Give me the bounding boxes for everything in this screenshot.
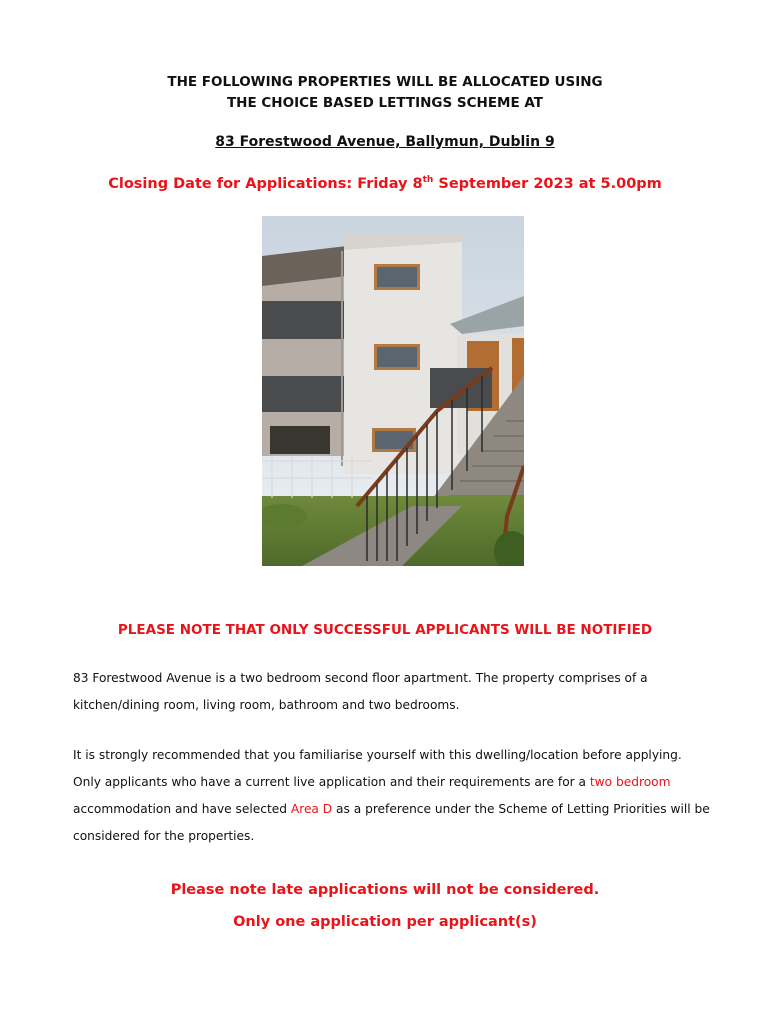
- highlight-bedrooms: two bedroom: [589, 775, 671, 789]
- closing-date-prefix: Closing Date for Applications: Friday 8: [108, 176, 423, 192]
- title-line-1: THE FOLLOWING PROPERTIES WILL BE ALLOCATED USING: [167, 74, 603, 90]
- closing-date-ordinal: th: [422, 175, 434, 185]
- property-description: 83 Forestwood Avenue is a two bedroom second floor apartment. The property comprises of a kitchen/dining room, living room, bathroom and two bedrooms.: [73, 671, 648, 712]
- property-address: 83 Forestwood Avenue, Ballymun, Dublin 9: [215, 134, 555, 150]
- eligibility-text-3: as a preference under the Scheme of Letting Priorities will be considered for the properties.: [73, 802, 710, 843]
- document-title: [0, 72, 770, 114]
- property-photo: [262, 216, 524, 566]
- one-application-notice: Only one application per applicant(s): [233, 914, 537, 930]
- eligibility-paragraph: [73, 742, 713, 850]
- closing-date-suffix: September 2023 at 5.00pm: [433, 176, 662, 192]
- highlight-area: Area D: [290, 802, 333, 816]
- closing-date: [0, 175, 770, 192]
- eligibility-text-2: accommodation and have selected: [73, 802, 291, 816]
- eligibility-text-1: It is strongly recommended that you familiarise yourself with this dwelling/location before applying. Only applicants who have a current live application and their requirements are for a: [73, 748, 682, 789]
- notification-notice: PLEASE NOTE THAT ONLY SUCCESSFUL APPLICANTS WILL BE NOTIFIED: [117, 622, 653, 638]
- title-line-2: THE CHOICE BASED LETTINGS SCHEME AT: [226, 95, 544, 111]
- late-applications-notice: Please note late applications will not be considered.: [170, 882, 600, 898]
